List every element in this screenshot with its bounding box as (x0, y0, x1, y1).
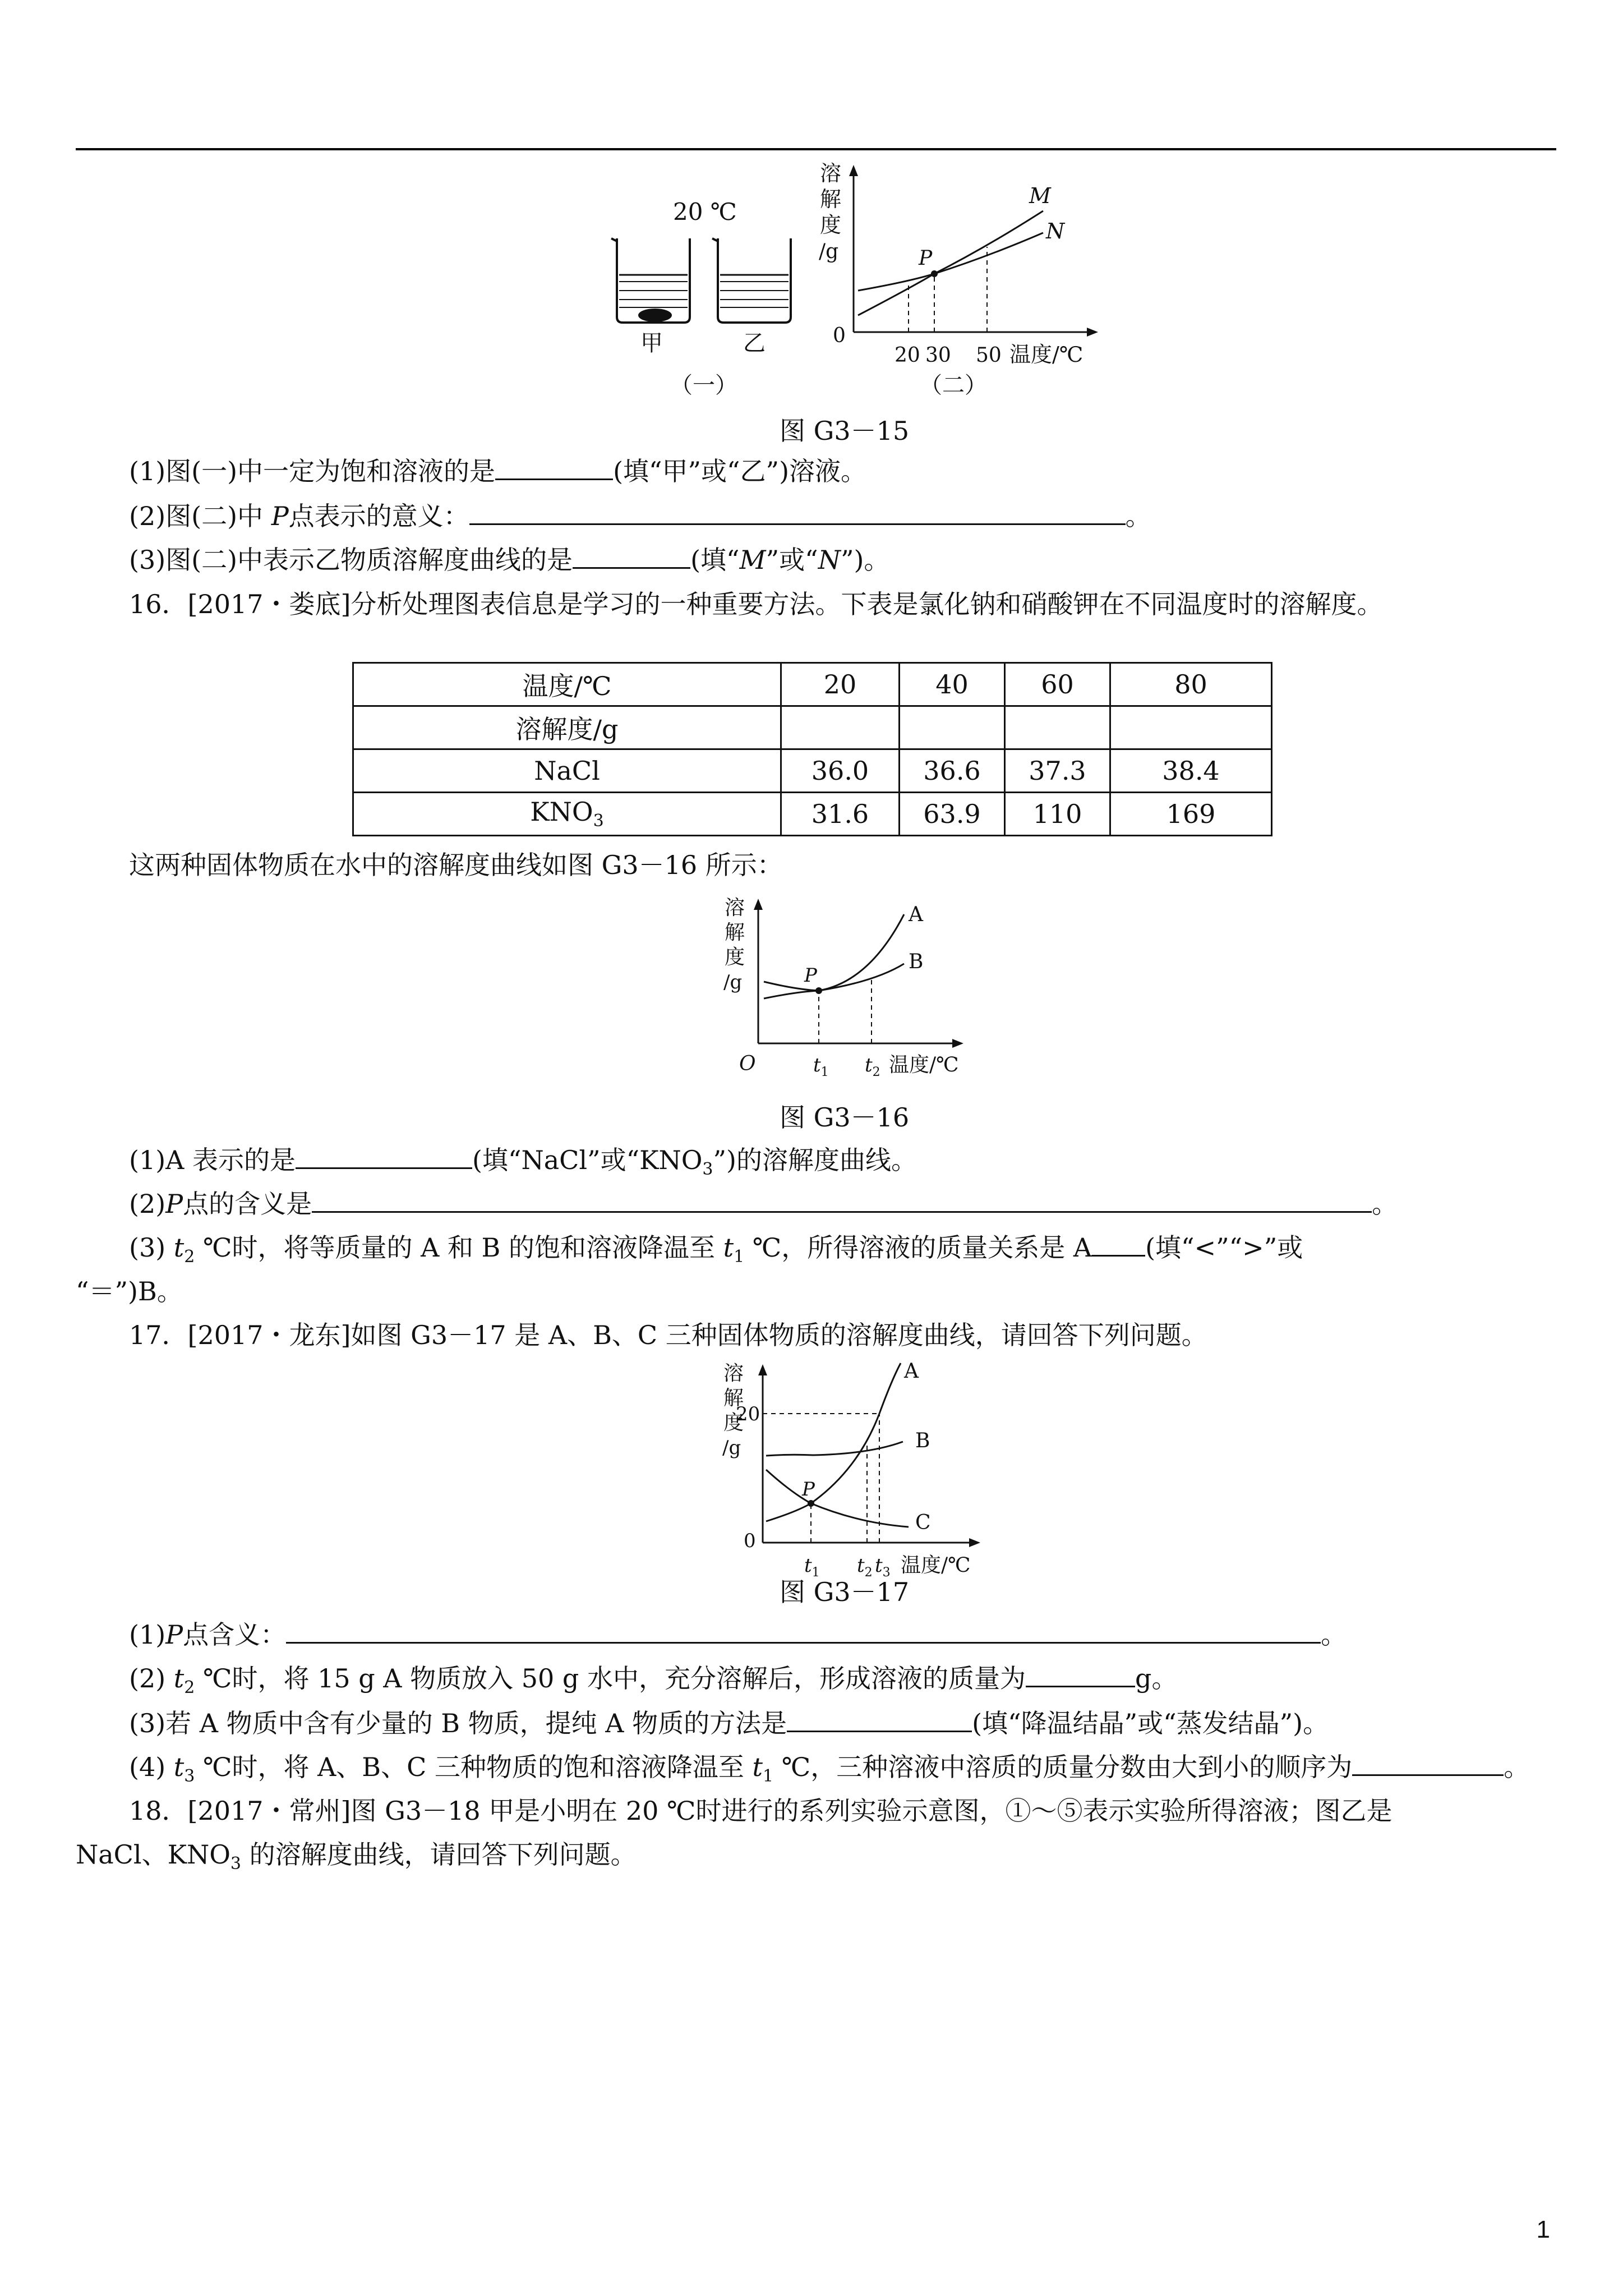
chart-15-tick-50: 50 (976, 344, 1002, 367)
chart-16-ylabel-4: /g (723, 971, 743, 993)
table-row-label: NaCl (353, 749, 781, 793)
q16-line-4: “＝”)B。 (76, 1276, 183, 1306)
table-header-solubility: 溶解度/g (353, 706, 781, 749)
chart-16-xlabel: 温度/℃ (889, 1053, 959, 1076)
q15-blank-3[interactable] (573, 542, 690, 569)
figure-g3-17 (701, 1358, 993, 1580)
q17-intro: 17．[2017・龙东]如图 G3－17 是 A、B、C 三种固体物质的溶解度曲线，请回答下列问题。 (129, 1320, 1207, 1350)
chart-16-origin: O (739, 1052, 756, 1075)
caption-g3-17: 图 G3－17 (780, 1577, 910, 1607)
chart-15-point-p-label: P (919, 247, 933, 270)
chart-17-ylabel-2: 解 (723, 1387, 744, 1410)
chart-17-curve-b-label: B (915, 1429, 930, 1452)
q17-line-4: (4) $t_3$ ℃时，将 A、B、C 三种物质的饱和溶液降温至 $t_1$ ℃，三种溶液中溶质的质量分数由大到小的顺序为 。 (129, 1749, 1529, 1795)
chart-16-curve-b-label: B (909, 950, 924, 973)
beaker-jia-label: 甲 (640, 330, 663, 356)
table-cell: 60 (1005, 663, 1110, 706)
chart-15-ylabel-2: 解 (820, 187, 842, 211)
top-rule (76, 148, 1556, 150)
chart-16-point-p (815, 987, 822, 994)
beaker-temperature: 20 ℃ (673, 198, 737, 226)
chart-15-ylabel-4: /g (819, 240, 839, 263)
q16-blank-3[interactable] (1092, 1230, 1145, 1257)
q17-blank-4[interactable] (1352, 1750, 1504, 1776)
figure-g3-16 (712, 892, 970, 1083)
chart-17-curve-b (766, 1442, 903, 1456)
q18-line-2: NaCl、$KNO_3$ 的溶解度曲线，请回答下列问题。 (76, 1839, 637, 1874)
q17-line-3: (3)若 A 物质中含有少量的 B 物质，提纯 A 物质的方法是 (填“降温结晶”或“蒸发结晶”)。 (129, 1705, 1329, 1741)
q15-line-2: (2)图(二)中 P点表示的意义： 。 (129, 498, 1151, 534)
caption-g3-15: 图 G3－15 (780, 416, 910, 446)
chart-17-tick-t2: $t_2$ (857, 1554, 873, 1580)
table-cell: 40 (900, 663, 1005, 706)
chart-15-tick-20: 20 (895, 344, 920, 367)
table-cell: 31.6 (781, 793, 900, 836)
chart-17-ylabel-3: 度 (723, 1411, 744, 1434)
beaker-yi (712, 238, 791, 323)
q17-blank-3[interactable] (787, 1706, 972, 1732)
chart-17-curve-a (766, 1363, 901, 1521)
chart-17-ytick-20: 20 (736, 1403, 760, 1425)
table-cell: 20 (781, 663, 900, 706)
table-cell: 36.6 (900, 749, 1005, 793)
chart-16-ylabel-1: 溶 (725, 896, 745, 919)
chart-17-origin: 0 (744, 1530, 756, 1552)
chart-16-ylabel-2: 解 (725, 921, 745, 944)
table-row (353, 793, 1272, 836)
q17-blank-1[interactable] (286, 1617, 1321, 1644)
q15-blank-1[interactable] (495, 454, 613, 480)
chart-15-ylabel-1: 溶 (820, 161, 842, 186)
q15-blank-2[interactable] (469, 499, 1126, 525)
beaker-yi-label: 乙 (743, 330, 766, 356)
q18-line-1: 18．[2017・常州]图 G3－18 甲是小明在 20 ℃时进行的系列实验示意图，①～⑤表示实验所得溶液；图乙是 (129, 1796, 1393, 1826)
figure-g3-15 (594, 157, 1099, 404)
chart-15-axes (849, 165, 1098, 337)
table-cell: 169 (1110, 793, 1272, 836)
chart-16-ylabel-3: 度 (725, 946, 745, 969)
q16-after-table: 这两种固体物质在水中的溶解度曲线如图 G3－16 所示： (129, 850, 783, 880)
q16-line-1: (1)A 表示的是 (填“NaCl”或“$KNO_3$”)的溶解度曲线。 (129, 1142, 917, 1188)
q16-line-3: (3) $t_2$ ℃时，将等质量的 A 和 B 的饱和溶液降温至 $t_1$ ℃，所得溶液的质量关系是 A (填“<”“>”或 (129, 1230, 1303, 1275)
table-row (353, 706, 1272, 749)
chart-16-curve-a-label: A (909, 903, 923, 926)
beaker-jia (611, 238, 690, 323)
panel-2-label: （二） (920, 372, 987, 398)
chart-16-tick-t1: $t_1$ (813, 1054, 829, 1079)
table-cell: 63.9 (900, 793, 1005, 836)
caption-g3-16: 图 G3－16 (780, 1102, 910, 1133)
table-cell: 38.4 (1110, 749, 1272, 793)
table-cell: 80 (1110, 663, 1272, 706)
chart-15-curve-n-label: N (1046, 219, 1065, 243)
chart-17-xlabel: 温度/℃ (901, 1554, 971, 1577)
page-number: 1 (1536, 2216, 1550, 2243)
q16-intro: 16．[2017・娄底]分析处理图表信息是学习的一种重要方法。下表是氯化钠和硝酸钾在不同温度时的溶解度。 (129, 589, 1383, 619)
chart-17-tick-t3: $t_3$ (875, 1554, 891, 1580)
table-cell: 37.3 (1005, 749, 1110, 793)
q15-line-1: (1)图(一)中一定为饱和溶液的是 (填“甲”或“乙”)溶液。 (129, 453, 866, 489)
chart-17-tick-t1: $t_1$ (804, 1554, 820, 1580)
chart-15-curve-m-label: M (1029, 183, 1051, 208)
q17-line-2: (2) $t_2$ ℃时，将 15 g A 物质放入 50 g 水中，充分溶解后，形成溶液的质量为 g。 (129, 1660, 1177, 1706)
solubility-table (352, 662, 1272, 836)
chart-15-curve-m (858, 211, 1043, 315)
chart-15-origin: 0 (833, 324, 846, 347)
table-row (353, 749, 1272, 793)
chart-17-curve-c-label: C (915, 1511, 931, 1534)
chart-15-tick-30: 30 (925, 344, 951, 367)
chart-16-point-p-label: P (804, 964, 817, 987)
chart-17-point-p (808, 1500, 814, 1507)
chart-15-point-p (931, 270, 938, 277)
chart-15-curve-n (858, 233, 1043, 291)
table-cell: 36.0 (781, 749, 900, 793)
chart-17-ylabel-4: /g (722, 1437, 741, 1459)
chart-17-ylabel-1: 溶 (723, 1362, 744, 1385)
chart-15-ylabel-3: 度 (820, 213, 842, 237)
chart-17-curve-a-label: A (904, 1360, 919, 1383)
chart-17-point-p-label: P (802, 1478, 815, 1501)
table-row (353, 663, 1272, 706)
chart-17-guides (763, 1414, 879, 1543)
table-header-temp: 温度/℃ (353, 663, 781, 706)
q16-line-2: (2)P点的含义是 。 (129, 1186, 1398, 1222)
q17-blank-2[interactable] (1026, 1661, 1135, 1687)
table-cell: 110 (1005, 793, 1110, 836)
panel-1-label: （一） (670, 372, 737, 398)
q16-blank-2[interactable] (312, 1186, 1372, 1213)
q16-blank-1[interactable] (296, 1143, 472, 1169)
table-row-label: $KNO_3$ (353, 793, 781, 836)
chart-16-tick-t2: $t_2$ (865, 1054, 880, 1079)
q17-line-1: (1)P点含义： 。 (129, 1617, 1347, 1653)
q15-line-3: (3)图(二)中表示乙物质溶解度曲线的是 (填“M”或“N”)。 (129, 542, 889, 578)
chart-17-curve-c (766, 1470, 909, 1527)
chart-15-xlabel: 温度/℃ (1009, 342, 1083, 367)
